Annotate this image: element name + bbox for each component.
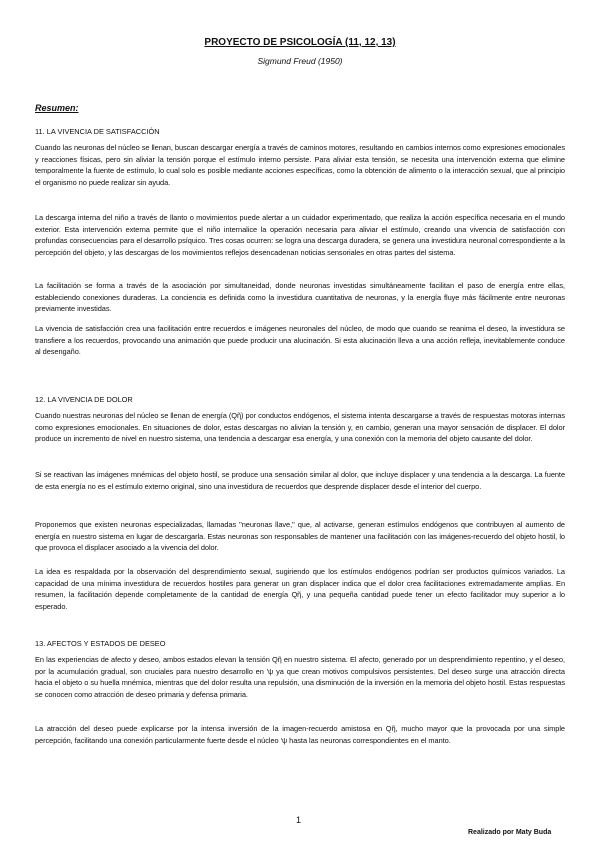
paragraph: La atracción del deseo puede explicarse por la intensa inversión de la imagen-recuerdo amistosa en Qῆ, mucho mayor que la provocada por una simple percepción, facilitando una conexión particularmente fuerte desde el núcleo 'ψ hasta las neuronas correspondientes en el manto. <box>35 724 565 745</box>
paragraph: La descarga interna del niño a través de llanto o movimientos puede alertar a un cuidador experimentado, que realiza la acción específica necesaria en el mundo exterior. Esta intervención externa permite que el niño internalice la operación necesaria para aliviar el estímulo, creando una vivencia de satisfacción con profundas consecuencias para el desarrollo psíquico. Tres cosas ocurren: se logra una descarga duradera, se genera una investidura neuronal correspondiente a la percepción del objeto, y las descargas de los movimientos reflejos desencadenan noticias sensoriales en otras partes del sistema. <box>35 213 565 258</box>
summary-label: Resumen: <box>35 103 79 113</box>
paragraph: La vivencia de satisfacción crea una facilitación entre recuerdos e imágenes neuronales del núcleo, de modo que cuando se reanima el deseo, la investidura se transfiere a los recuerdos, provocando una animación que puede producir una alucinación. Si esta alucinación lleva a una acción refleja, inevitablemente conduce al desengaño. <box>35 324 565 357</box>
section-heading-11: 11. LA VIVENCIA DE SATISFACCIÓN <box>35 127 160 136</box>
document-subtitle: Sigmund Freud (1950) <box>257 56 343 66</box>
paragraph: En las experiencias de afecto y deseo, ambos estados elevan la tensión Qῆ en nuestro sistema. El afecto, generado por un desprendimiento repentino, y el deseo, por la acumulación gradual, son cruciales para nuestro desarrollo en 'ψ ya que crean motivos compulsivos persistentes. Del deseo surge una atracción directa hacia el objeto o su huella mnémica, mientras que del dolor resulta una repulsión, una disminución de la inversión en la memoria del objeto hostil. Estas respuestas se conocen como atracción de deseo primaria y defensa primaria. <box>35 655 565 700</box>
page-number: 1 <box>296 815 302 825</box>
footer-author: Realizado por Maty Buda <box>468 829 552 836</box>
paragraph: La facilitación se forma a través de la asociación por simultaneidad, donde neuronas investidas simultáneamente facilitan el paso de energía entre ellas, estableciendo conexiones duraderas. La conciencia es definida como la investidura cuantitativa de neuronas, y la energía fluye más fácilmente entre neuronas previamente investidas. <box>35 281 565 314</box>
paragraph: La idea es respaldada por la observación del desprendimiento sexual, sugiriendo que los estímulos endógenos podrían ser productos químicos variados. La capacidad de una mínima investidura de recuerdos hostiles para generar un gran displacer indica que el dolor crea facilitaciones extremadamente amplias. En resumen, la facilitación depende completamente de la cantidad de energía Qῆ, y una pequeña cantidad puede tener un efecto facilitador muy superior a lo esperado. <box>35 567 565 612</box>
paragraph: Cuando nuestras neuronas del núcleo se llenan de energía (Qῆ) por conductos endógenos, el sistema intenta descargarse a través de respuestas motoras internas como expresiones emocionales. En situaciones de dolor, estas descargas no alivian la tensión y, en cambio, generan una mayor sensación de displacer. El dolor produce un incremento de nivel en nuestro sistema, una tendencia a descargar esa energía, y una conexión con la memoria del objeto causante del dolor. <box>35 411 565 444</box>
paragraph: Proponemos que existen neuronas especializadas, llamadas "neuronas llave," que, al activarse, generan estímulos endógenos que contribuyen al aumento de energía en nuestro sistema en lugar de descargarla. Estas neuronas son responsables de mantener una facilitación con las imágenes-recuerdo del objeto hostil, lo que provoca el displacer asociado a la vivencia del dolor. <box>35 520 565 553</box>
document-title: PROYECTO DE PSICOLOGÍA (11, 12, 13) <box>204 37 396 48</box>
section-heading-12: 12. LA VIVENCIA DE DOLOR <box>35 395 133 404</box>
section-heading-13: 13. AFECTOS Y ESTADOS DE DESEO <box>35 639 166 648</box>
paragraph: Si se reactivan las imágenes mnémicas del objeto hostil, se produce una sensación similar al dolor, que incluye displacer y una tendencia a la descarga. La fuente de esta energía no es el estímulo externo original, sino una investidura de recuerdos que desprende displacer desde el interior del cuerpo. <box>35 470 565 491</box>
paragraph: Cuando las neuronas del núcleo se llenan, buscan descargar energía a través de caminos motores, resultando en cambios internos como expresiones emocionales y reacciones físicas, pero sin aliviar la tensión porque el estímulo interno persiste. Para aliviar esta tensión, se necesita una intervención externa que elimine temporalmente la fuente de estímulo, lo cual solo es posible mediante acciones específicas, como la obtención de alimento o la interacción sexual, que al principio el organismo no puede realizar sin ayuda. <box>35 143 565 188</box>
